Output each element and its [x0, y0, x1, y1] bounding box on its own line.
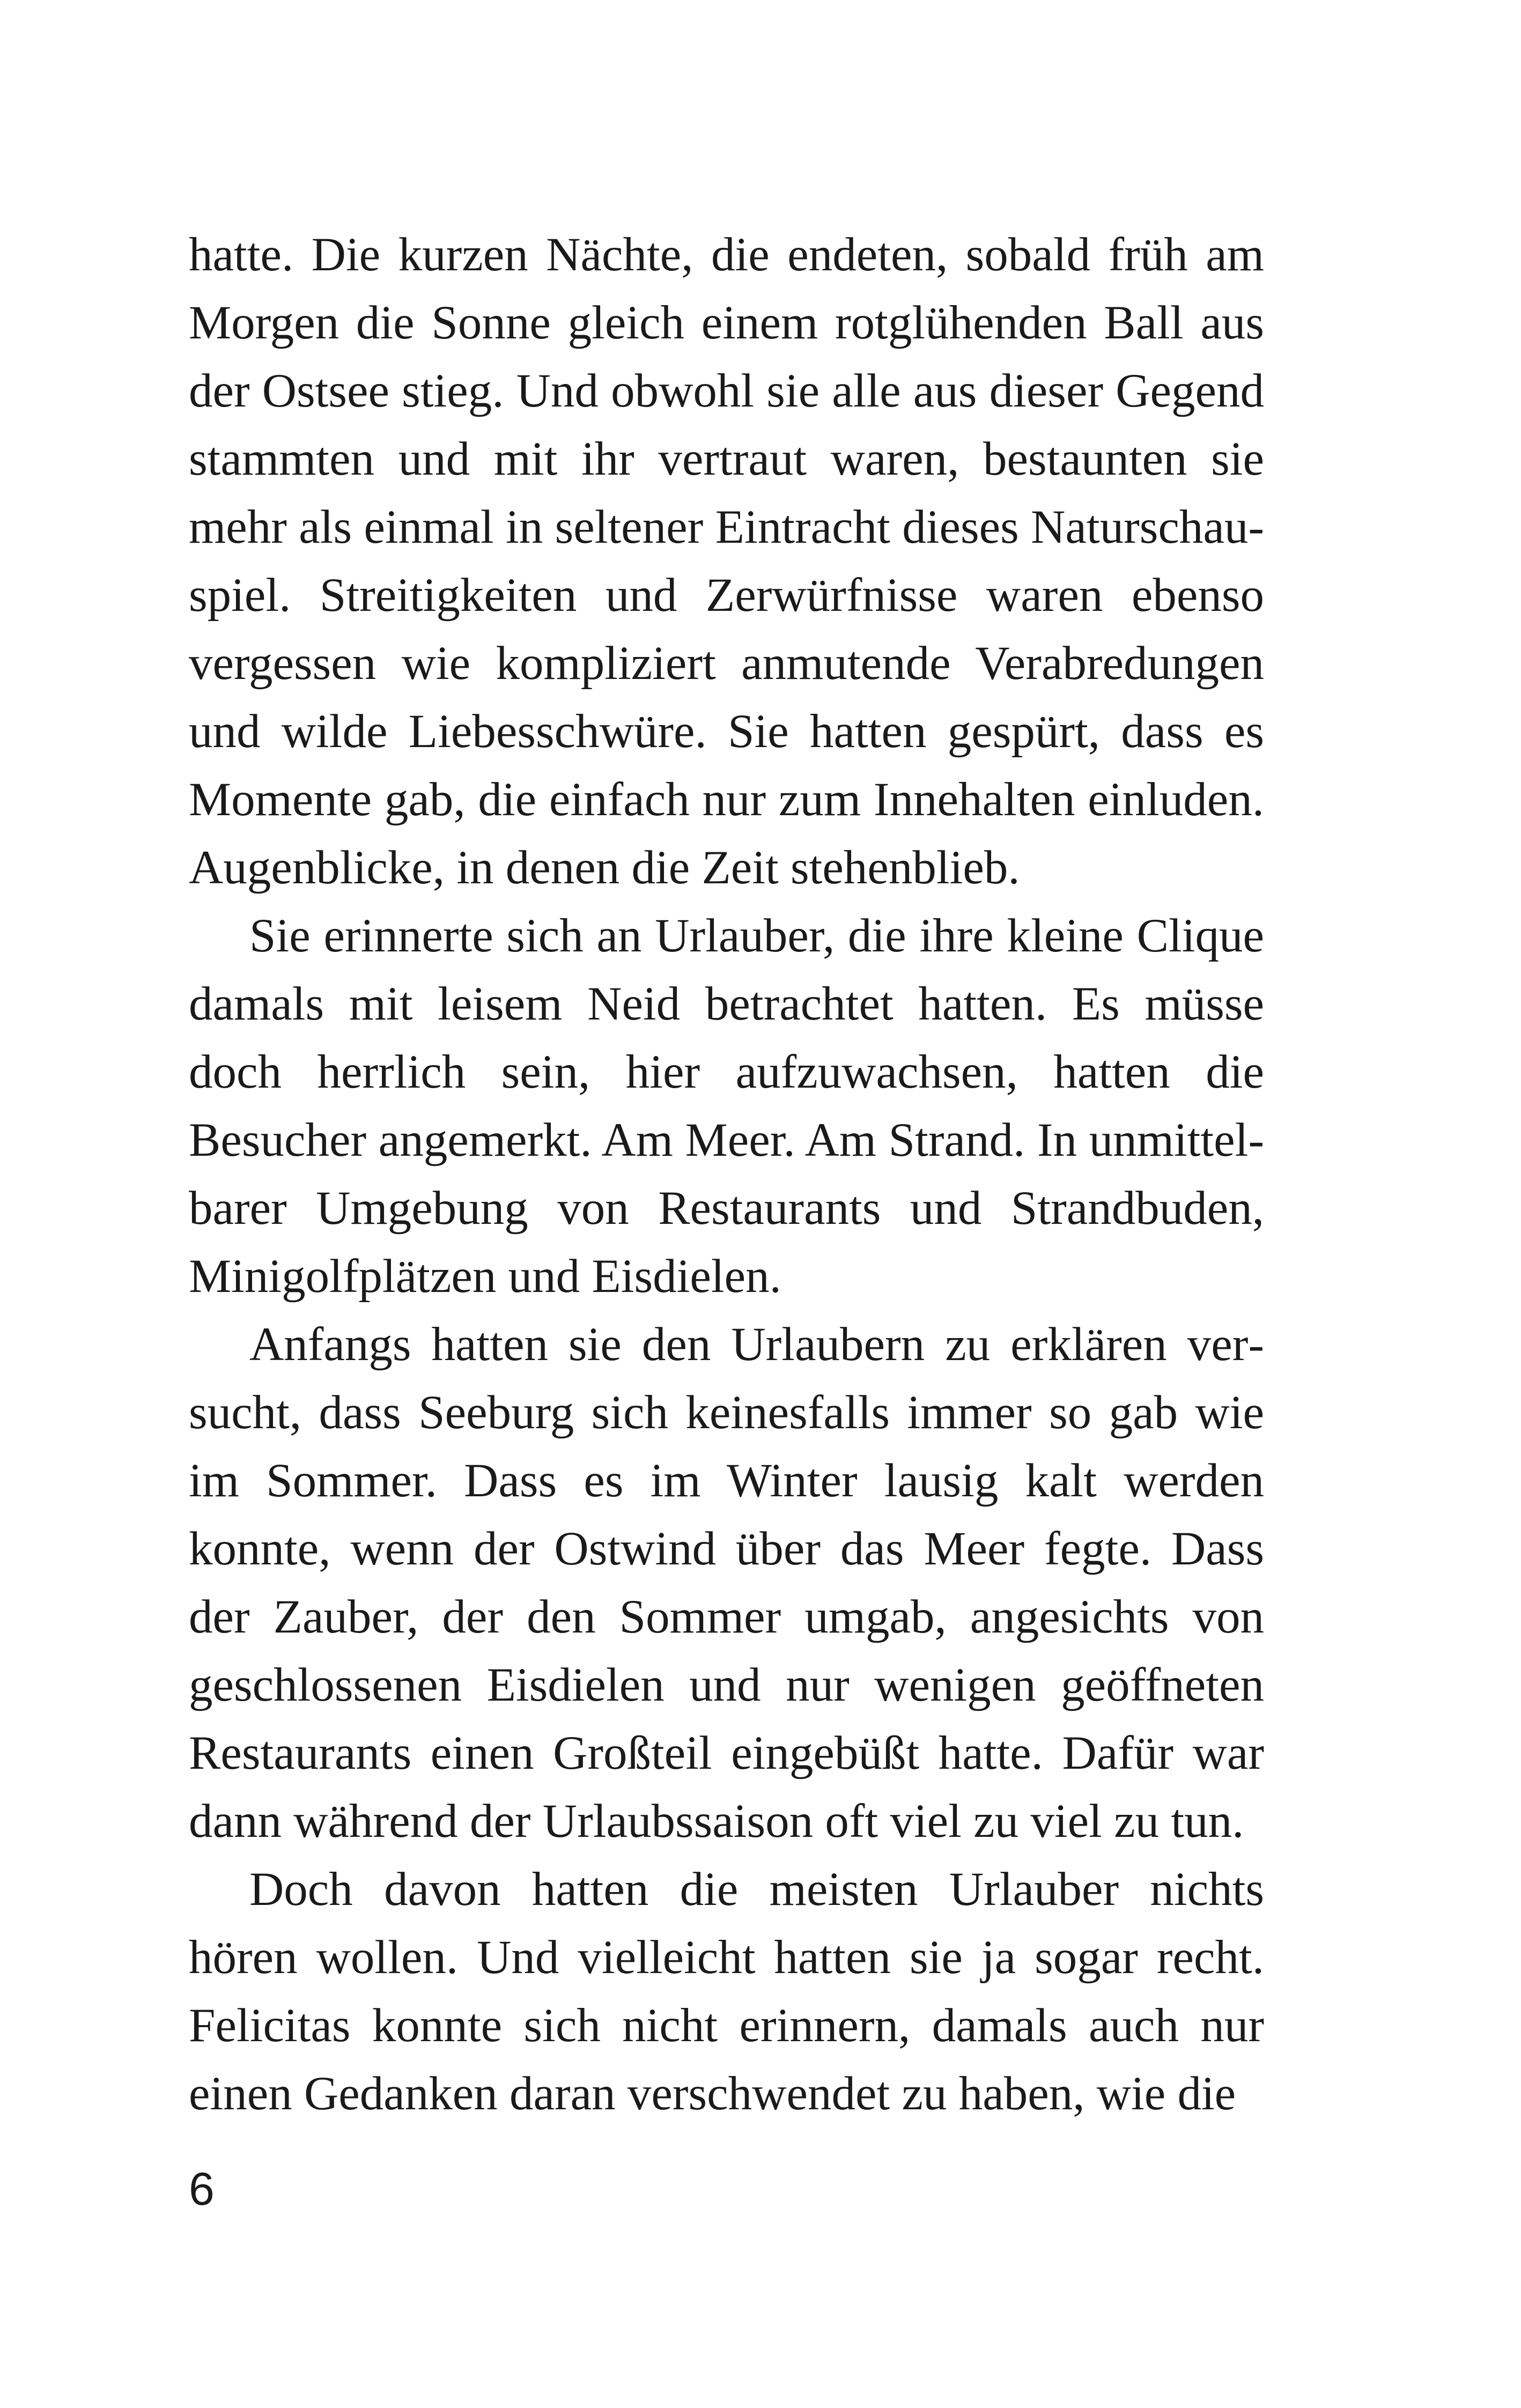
paragraph-2: Sie erinnerte sich an Urlauber, die ihre kleine Clique damals mit leisem Neid betrachtet hatten. Es müsse doch herrlich sein, hier aufzuwachsen, hatten die Besucher angemerkt. Am Meer. Am Strand. In unmittelbarer Umgebung von Restaurants und Strandbuden, Minigolfplätzen und Eisdielen.	[189, 910, 1264, 1303]
page-number: 6	[189, 2163, 215, 2215]
paragraph-3: Anfangs hatten sie den Urlaubern zu erklären versucht, dass Seeburg sich keinesfalls immer so gab wie im Sommer. Dass es im Winter lausig kalt werden konnte, wenn der Ostwind über das Meer fegte. Dass der Zauber, der den Sommer umgab, angesichts von geschlossenen Eisdielen und nur wenigen geöffneten Restaurants einen Großteil eingebüßt hatte. Dafür war dann während der Urlaubssaison oft viel zu viel zu tun.	[189, 1318, 1264, 1848]
body-text	[189, 221, 1264, 2128]
paragraph-4: Doch davon hatten die meisten Urlauber nichts hören wollen. Und vielleicht hatten sie ja sogar recht. Felicitas konnte sich nicht erinnern, damals auch nur einen Gedanken daran verschwendet zu haben, wie die	[189, 1863, 1264, 2120]
paragraph-1: hatte. Die kurzen Nächte, die endeten, sobald früh am Morgen die Sonne gleich einem rotglühenden Ball aus der Ostsee stieg. Und obwohl sie alle aus dieser Gegend stammten und mit ihr vertraut waren, bestaunten sie mehr als einmal in seltener Eintracht dieses Naturschauspiel. Streitigkeiten und Zerwürfnisse waren ebenso vergessen wie kompliziert anmutende Verabredungen und wilde Liebesschwüre. Sie hatten gespürt, dass es Momente gab, die einfach nur zum Innehalten einluden. Augenblicke, in denen die Zeit stehenblieb.	[189, 228, 1264, 894]
